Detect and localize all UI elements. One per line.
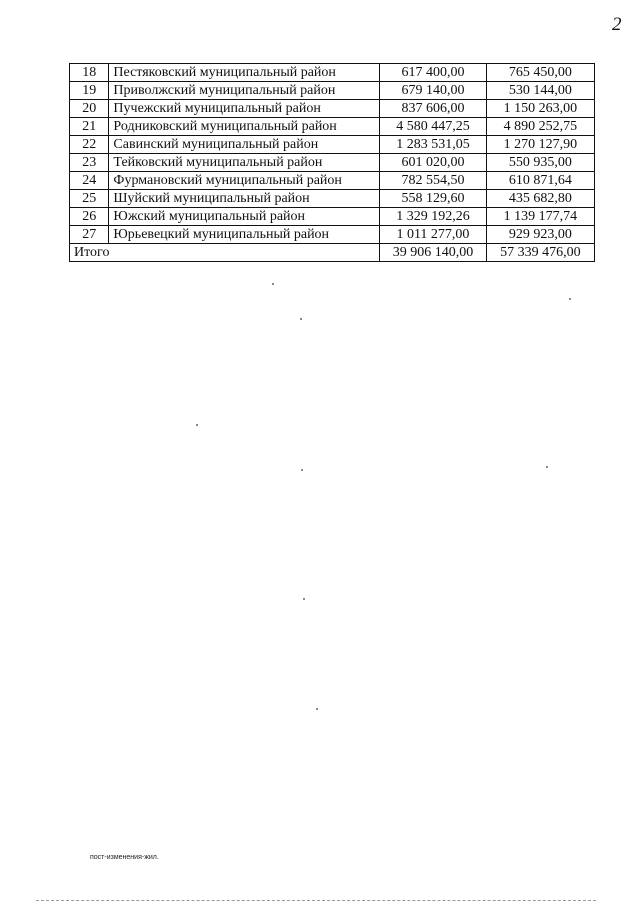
- district-name: Шуйский муниципальный район: [109, 190, 380, 208]
- value-2: 1 270 127,90: [486, 136, 594, 154]
- value-1: 679 140,00: [380, 82, 486, 100]
- district-name: Пучежский муниципальный район: [109, 100, 380, 118]
- value-1: 558 129,60: [380, 190, 486, 208]
- row-number: 25: [70, 190, 109, 208]
- footer-note: пост-изменения-жил.: [90, 854, 159, 861]
- value-1: 601 020,00: [380, 154, 486, 172]
- row-number: 18: [70, 64, 109, 82]
- scan-speck: [300, 318, 302, 320]
- district-name: Приволжский муниципальный район: [109, 82, 380, 100]
- row-number: 27: [70, 226, 109, 244]
- page-number: 2: [612, 14, 622, 35]
- value-2: 4 890 252,75: [486, 118, 594, 136]
- scan-speck: [316, 708, 318, 710]
- scan-speck: [569, 298, 571, 300]
- value-2: 530 144,00: [486, 82, 594, 100]
- table-row: [70, 208, 595, 226]
- table-body: [70, 64, 595, 244]
- value-1: 837 606,00: [380, 100, 486, 118]
- district-name: Пестяковский муниципальный район: [109, 64, 380, 82]
- table-row: [70, 226, 595, 244]
- table-row: [70, 82, 595, 100]
- table-row: [70, 154, 595, 172]
- value-2: 929 923,00: [486, 226, 594, 244]
- district-name: Южский муниципальный район: [109, 208, 380, 226]
- scan-speck: [546, 466, 548, 468]
- value-1: 1 011 277,00: [380, 226, 486, 244]
- row-number: 20: [70, 100, 109, 118]
- scan-speck: [272, 283, 274, 285]
- scan-speck: [301, 469, 303, 471]
- row-number: 23: [70, 154, 109, 172]
- value-1: 4 580 447,25: [380, 118, 486, 136]
- budget-table: [69, 63, 595, 262]
- table-row: [70, 64, 595, 82]
- total-value-2: 57 339 476,00: [486, 244, 594, 262]
- district-name: Тейковский муниципальный район: [109, 154, 380, 172]
- scan-speck: [303, 598, 305, 600]
- value-2: 435 682,80: [486, 190, 594, 208]
- district-name: Фурмановский муниципальный район: [109, 172, 380, 190]
- table-row: [70, 118, 595, 136]
- row-number: 24: [70, 172, 109, 190]
- scan-speck: [196, 424, 198, 426]
- row-number: 21: [70, 118, 109, 136]
- district-name: Савинский муниципальный район: [109, 136, 380, 154]
- row-number: 22: [70, 136, 109, 154]
- district-name: Юрьевецкий муниципальный район: [109, 226, 380, 244]
- value-2: 550 935,00: [486, 154, 594, 172]
- table-row: [70, 136, 595, 154]
- value-2: 765 450,00: [486, 64, 594, 82]
- district-name: Родниковский муниципальный район: [109, 118, 380, 136]
- row-number: 19: [70, 82, 109, 100]
- value-2: 1 139 177,74: [486, 208, 594, 226]
- table-row: [70, 100, 595, 118]
- value-1: 1 283 531,05: [380, 136, 486, 154]
- value-1: 1 329 192,26: [380, 208, 486, 226]
- value-1: 782 554,50: [380, 172, 486, 190]
- value-2: 1 150 263,00: [486, 100, 594, 118]
- value-1: 617 400,00: [380, 64, 486, 82]
- table-row: [70, 190, 595, 208]
- row-number: 26: [70, 208, 109, 226]
- total-row: [70, 244, 595, 262]
- total-value-1: 39 906 140,00: [380, 244, 486, 262]
- total-label: Итого: [70, 244, 380, 262]
- table-row: [70, 172, 595, 190]
- bottom-rule: [36, 900, 596, 901]
- value-2: 610 871,64: [486, 172, 594, 190]
